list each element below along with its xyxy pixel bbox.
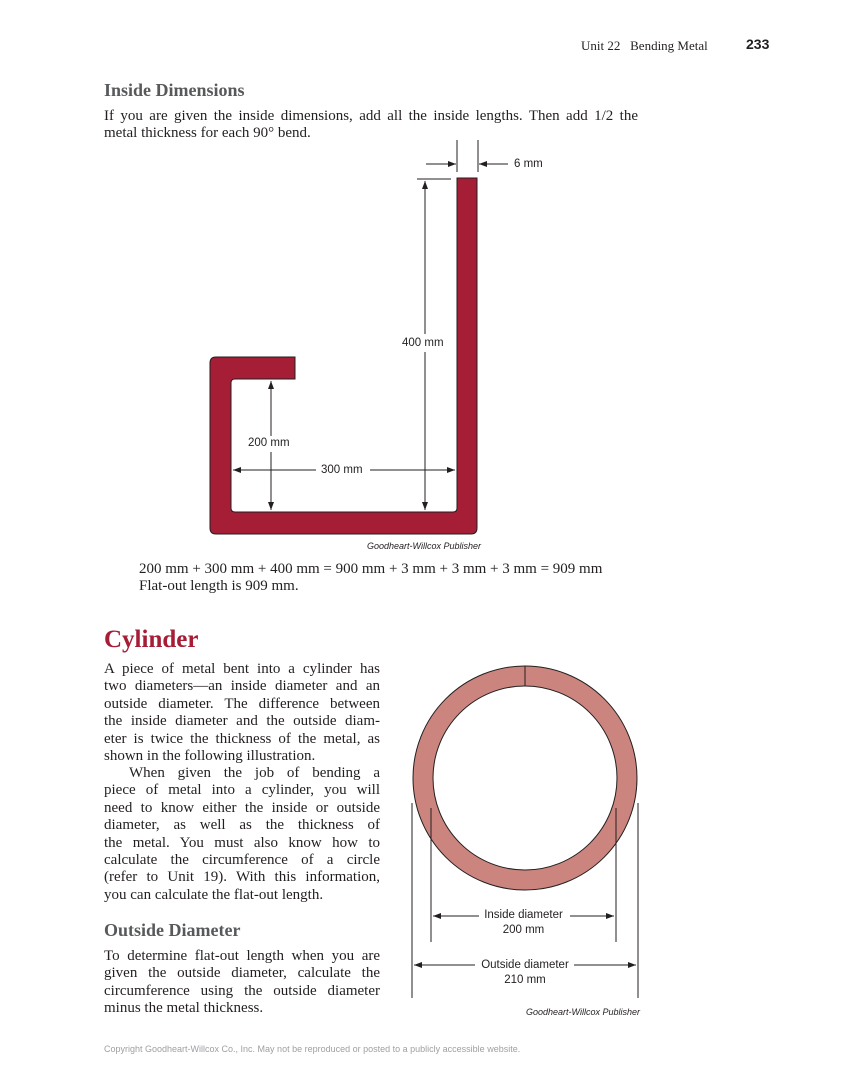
heading-cylinder: Cylinder [104,626,199,653]
text-line: two diameters—an inside diameter and an [104,678,380,695]
inside-diameter-label: Inside diameter [484,909,563,921]
base-label: 300 mm [321,464,363,476]
unit-label: Unit 22 [581,38,621,53]
text-line: given the outside diameter, calculate the [104,965,380,982]
copyright-footer: Copyright Goodheart-Willcox Co., Inc. May not be reproduced or posted to a publicly accessible website. [104,1044,521,1054]
chapter-title: Bending Metal [630,38,708,53]
cylinder-ring [413,666,637,890]
text-line: calculate the circumference of a circle [104,852,380,869]
text-line: eter is twice the thickness of the metal, as [104,730,380,747]
heading-inside-dimensions: Inside Dimensions [104,80,245,100]
text-line: (refer to Unit 19). With this information, [104,869,380,886]
text-line: metal thickness for each 90° bend. [104,125,311,142]
thickness-label: 6 mm [514,158,543,170]
text-line: A piece of metal bent into a cylinder has [104,661,380,677]
equation: 200 mm + 300 mm + 400 mm = 900 mm + 3 mm + 3 mm + 3 mm = 909 mm [139,561,603,577]
figure-credit: Goodheart-Willcox Publisher [367,541,481,551]
outside-diameter-label: Outside diameter [481,959,569,971]
text-line: circumference using the outside diameter [104,982,380,999]
text-line: outside diameter. The difference between [104,695,380,712]
outside-diameter-value: 210 mm [504,974,546,986]
page-number: 233 [746,36,770,52]
text-line: diameter, as well as the thickness of [104,817,380,834]
text-line: you can calculate the flat-out length. [104,886,324,903]
text-line: the inside diameter and the outside diam- [104,713,380,730]
heading-outside-diameter: Outside Diameter [104,920,241,940]
result: Flat-out length is 909 mm. [139,578,299,594]
text-line: If you are given the inside dimensions, add all the inside lengths. Then add 1/2 the [104,108,638,124]
inside-diameter-dimension [431,908,616,938]
text-line: need to know either the inside or outside [104,799,380,816]
figure-credit: Goodheart-Willcox Publisher [526,1007,640,1017]
text-line: shown in the following illustration. [104,748,316,765]
text-line: piece of metal into a cylinder, you will [104,782,380,799]
height-label: 400 mm [402,337,444,349]
text-line: the metal. You must also know how to [104,834,380,851]
return-label: 200 mm [248,437,290,449]
text-line: When given the job of bending a [129,765,380,781]
inside-diameter-value: 200 mm [502,924,545,936]
outside-diameter-dimension [412,958,638,988]
text-line: minus the metal thickness. [104,1000,264,1017]
text-line: To determine flat-out length when you are [104,948,380,964]
